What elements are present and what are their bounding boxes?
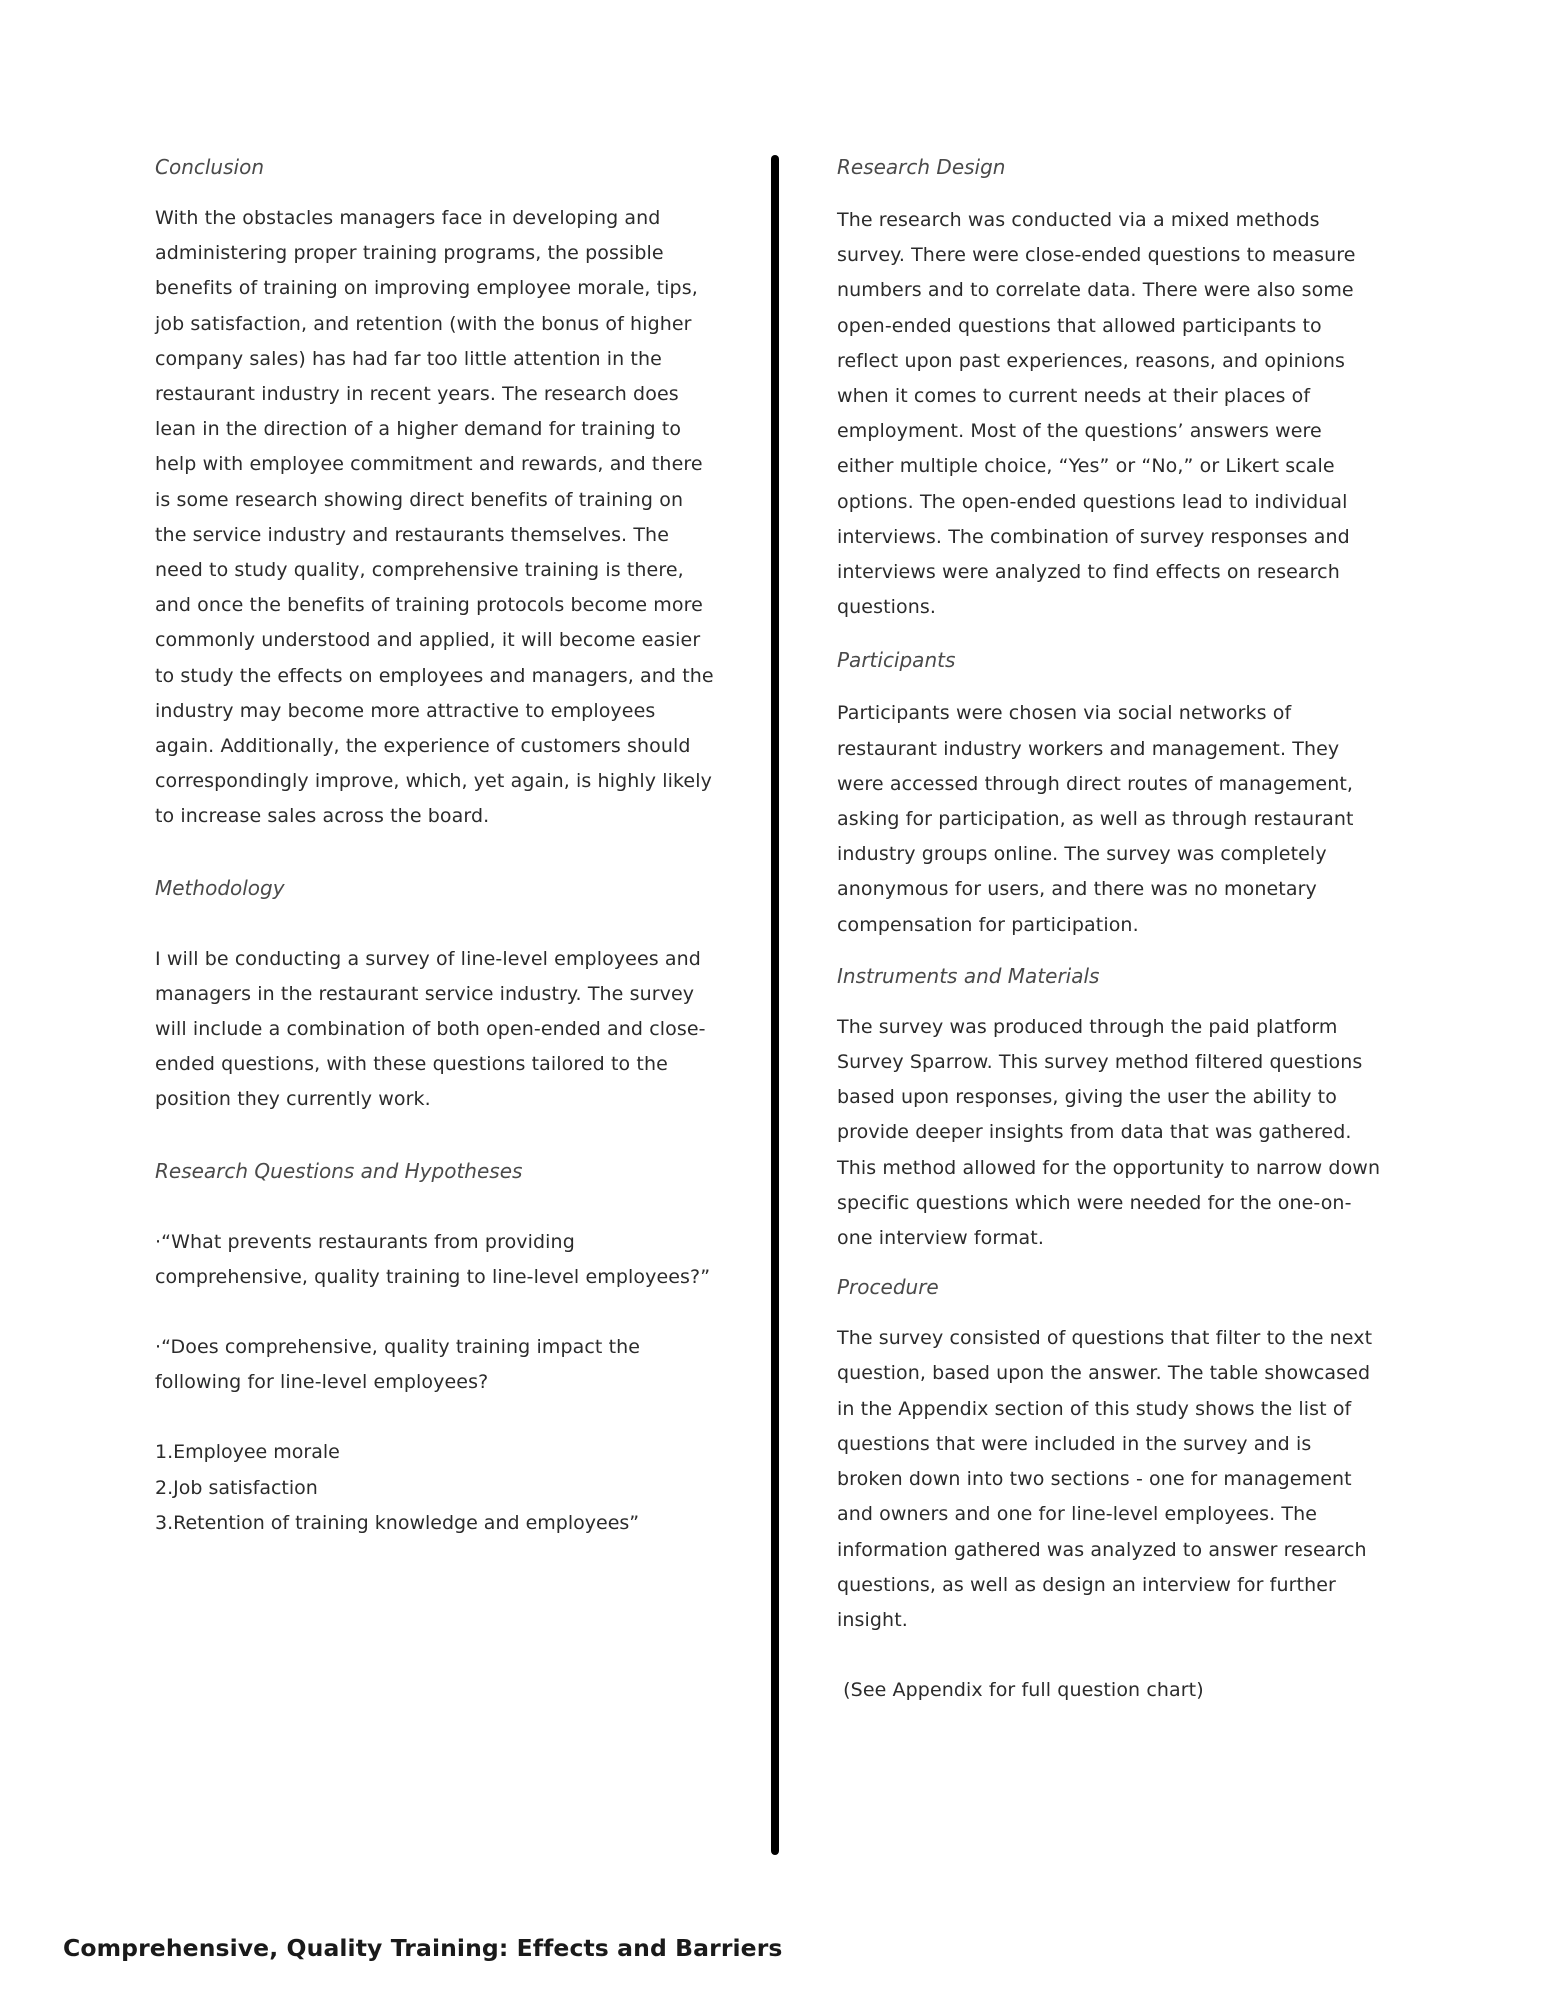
list-item: 2.Job satisfaction <box>155 1476 318 1499</box>
instruments-heading: Instruments and Materials <box>837 963 1100 988</box>
research-question-1: ·“What prevents restaurants from providing comprehensive, quality training to line-level employees?” <box>155 1230 711 1288</box>
participants-heading: Participants <box>837 648 956 673</box>
column-divider <box>771 155 779 1855</box>
document-title: Comprehensive, Quality Training: Effects and Barriers <box>63 1934 783 1962</box>
participants-paragraph: Participants were chosen via social networks of restaurant industry workers and management. They were accessed through direct routes of management, asking for participation, as well as through restaurant industry groups online. The survey was completely anonymous for users, and there was no monetary compensation for participation. <box>837 702 1354 936</box>
conclusion-paragraph: With the obstacles managers face in developing and administering proper training programs, the possible benefits of training on improving employee morale, tips, job satisfaction, and retention (with the bonus of higher company sales) has had far too little attention in the restaurant industry in recent years. The research does lean in the direction of a higher demand for training to help with employee commitment and rewards, and there is some research showing direct benefits of training on the service industry and restaurants themselves. The need to study quality, comprehensive training is there, and once the benefits of training protocols become more commonly understood and applied, it will become easier to study the effects on employees and managers, and the industry may become more attractive to employees again. Additionally, the experience of customers should correspondingly improve, which, yet again, is highly likely to increase sales across the board. <box>155 207 714 828</box>
research-design-paragraph: The research was conducted via a mixed methods survey. There were close-ended questions to measure numbers and to correlate data. There were also some open-ended questions that allowed participants to reflect upon past experiences, reasons, and opinions when it comes to current needs at their places of employment. Most of the questions’ answers were either multiple choice, “Yes” or “No,” or Likert scale options. The open-ended questions lead to individual interviews. The combination of survey responses and interviews were analyzed to find effects on research questions. <box>837 209 1356 619</box>
methodology-heading: Methodology <box>155 875 285 900</box>
left-column <box>155 150 715 1541</box>
list-item: 1.Employee morale <box>155 1441 340 1464</box>
procedure-paragraph: The survey consisted of questions that filter to the next question, based upon the answer. The table showcased in the Appendix section of this study shows the list of questions that were included in the survey and is broken down into two sections - one for management and owners and one for line-level employees. The information gathered was analyzed to answer research questions, as well as design an interview for further insight. <box>837 1327 1373 1631</box>
research-design-heading: Research Design <box>837 155 1006 179</box>
instruments-paragraph: The survey was produced through the paid platform Survey Sparrow. This survey method filtered questions based upon responses, giving the user the ability to provide deeper insights from data that was gathered. This method allowed for the opportunity to narrow down specific questions which were needed for the one-on-one interview format. <box>837 1015 1381 1250</box>
procedure-heading: Procedure <box>837 1275 939 1300</box>
research-question-list <box>155 1435 715 1541</box>
list-item: 3.Retention of training knowledge and employees” <box>155 1511 640 1534</box>
research-question-2: ·“Does comprehensive, quality training impact the following for line-level employees? <box>155 1336 641 1394</box>
methodology-paragraph: I will be conducting a survey of line-level employees and managers in the restaurant service industry. The survey will include a combination of both open-ended and close-ended questions, with these questions tailored to the position they currently work. <box>155 947 706 1111</box>
right-column <box>837 150 1382 1708</box>
conclusion-heading: Conclusion <box>155 155 264 179</box>
research-questions-heading: Research Questions and Hypotheses <box>155 1158 523 1183</box>
appendix-note: (See Appendix for full question chart) <box>837 1679 1204 1702</box>
